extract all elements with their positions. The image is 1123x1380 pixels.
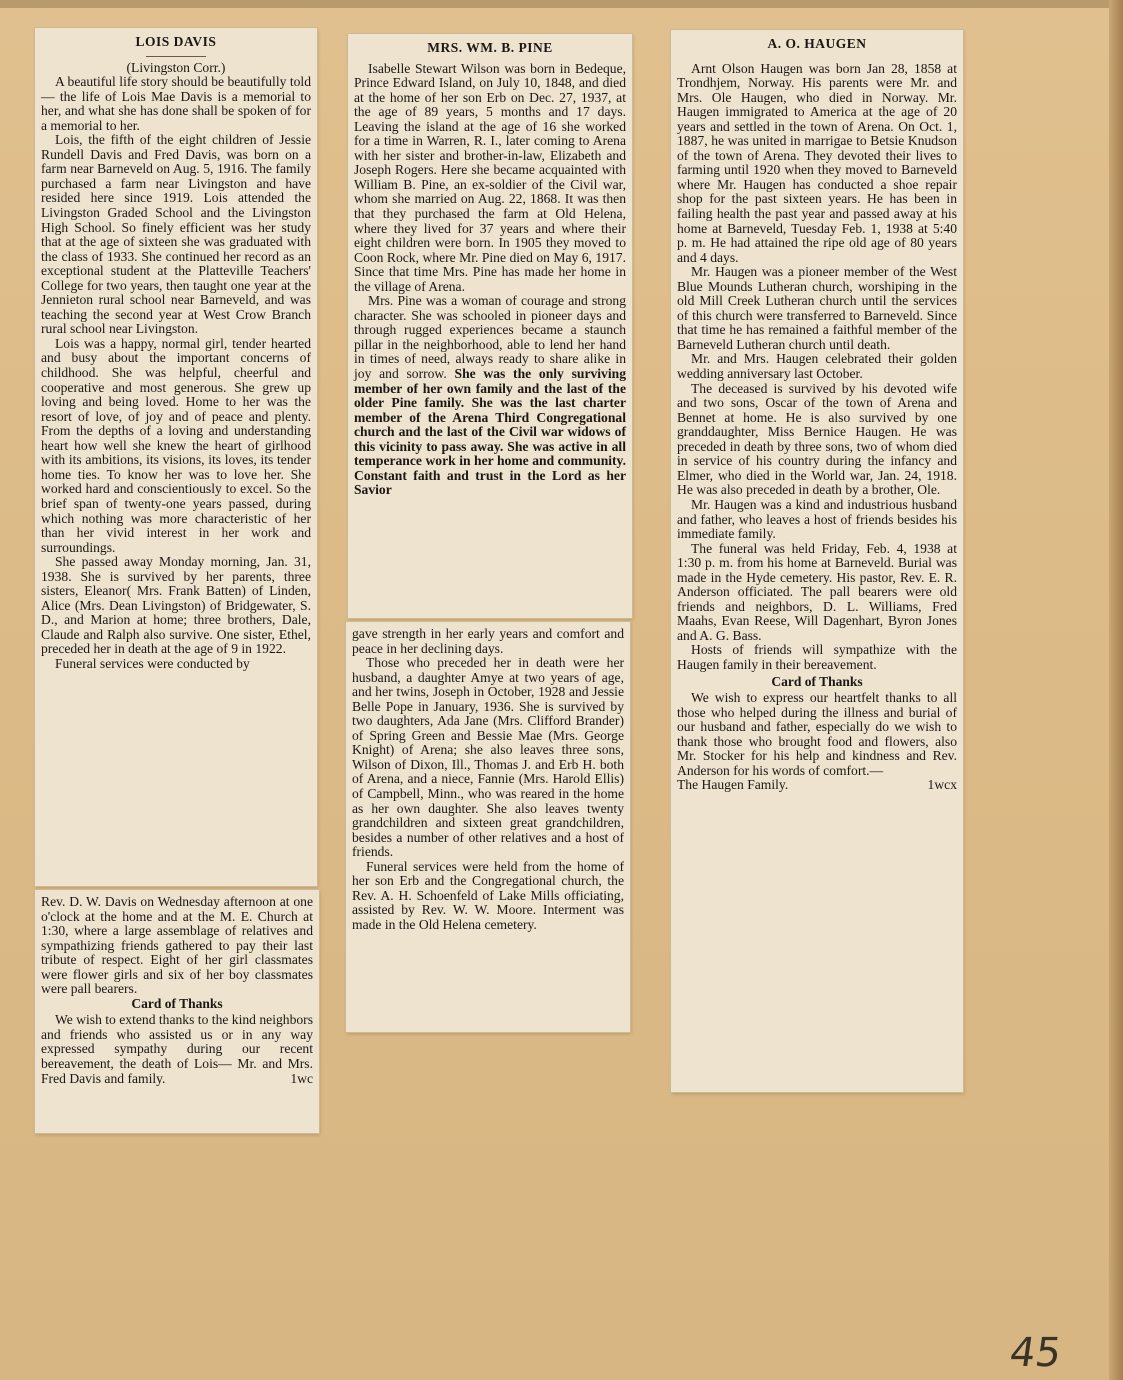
clipping-a-o-haugen [671,30,963,1092]
paragraph: Mrs. Pine was a woman of courage and strong character. She was schooled in pioneer days and through rugged experiences became a staunch pillar in the neighborhood, able to lend her hand in times of need, always ready to share alike in joy and sorrow. She was the only surviving member of her own family and the last of the older Pine family. She was the last charter member of the Arena Third Congregational church and the last of the Civil war widows of this vicinity to pass away. She was active in all temperance work in her home and community. Constant faith and trust in the Lord as her Savior [354,293,626,498]
bold-passage: She was the only surviving member of her own family and the last of the older Pine family. She was the last charter member of the Arena Third Congregational church and the last of the Civil war widows of this vicinity to pass away. She was active in all temperance work in her home and community. Constant faith and trust in the Lord as her Savior [354,366,626,498]
paragraph: Lois was a happy, normal girl, tender hearted and busy about the important concerns of childhood. She was helpful, cheerful and cooperative and most generous. She grew up loving and being loved. Home to her was the resort of love, of joy and of peace and plenty. From the depths of a loving and understanding heart how well she knew the heart of girlhood with its ambitions, its visions, its loves, its tender home ties. To know her was to love her. She worked hard and conscientiously to excel. So the brief span of twenty-one years passed, during which nothing was more characteristic of her than her vivid interest in her work and surroundings. [41,335,311,555]
clipping-mrs-wm-b-pine-continued [346,622,630,1032]
clipping-title: MRS. WM. B. PINE [427,40,553,55]
card-of-thanks-text: We wish to extend thanks to the kind neighbors and friends who assisted us or in any way expressed sympathy during our recent bereavement, the death of Lois— Mr. and Mrs. Fred Davis and family. 1wc [41,1012,313,1086]
print-code: 1wc [290,1070,313,1086]
paragraph: A beautiful life story should be beautifully told — the life of Lois Mae Davis is a memorial to her, and what she has done shall be spoken of for a memorial to her. [41,74,311,133]
clipping-lois-davis-continued [35,890,319,1133]
card-signature [677,778,957,793]
paragraph: Funeral services were held from the home of her son Erb and the Congregational church, the Rev. A. H. Schoenfeld of Lake Mills officiating, assisted by Rev. W. W. Moore. Interment was made in the Old Helena cemetery. [352,858,624,932]
paragraph: Hosts of friends will sympathize with the Haugen family in their bereavement. [677,642,957,672]
paragraph: Mr. Haugen was a kind and industrious husband and father, who leaves a host of friends besides his immediate family. [677,496,957,542]
byline: (Livingston Corr.) [126,59,226,75]
paragraph: Rev. D. W. Davis on Wednesday afternoon at one o'clock at the home and at the M. E. Church at 1:30, where a large assemblage of relatives and sympathizing friends gathered to pay their last tribute of respect. Eight of her girl classmates were flower girls and six of her boy classmates were pall bearers. [41,894,313,997]
paragraph: She passed away Monday morning, Jan. 31, 1938. She is survived by her parents, three sisters, Eleanor( Mrs. Frank Batten) of Linden, Alice (Mrs. Dean Livingston) of Bridgewater, S. D., and Marion at home; three brothers, Dale, Claude and Ralph also survive. One sister, Ethel, preceded her in death at the age of 9 in 1922. [41,554,311,657]
card-of-thanks-text: We wish to express our heartfelt thanks to all those who helped during the illness and burial of our husband and father, especially do we wish to thank those who brought food and flowers, also Mr. Stocker for his help and kindness and Rev. Anderson for his words of comfort.— [677,690,957,778]
paragraph: The deceased is survived by his devoted wife and two sons, Oscar of the town of Arena and Bennet at home. He is also survived by one granddaughter, Miss Bernice Haugen. He was preceded in death by three sons, two of whom died in service of his country during the infancy and Elmer, who died in the World war, Jan. 24, 1918. He was also preceded in death by a brother, Ole. [677,380,957,498]
handwritten-page-number: 45 [1006,1330,1065,1376]
paragraph: The funeral was held Friday, Feb. 4, 1938 at 1:30 p. m. from his home at Barneveld. Burial was made in the Hyde cemetery. His pastor, Rev. E. R. Anderson officiated. The pall bearers were old friends and neighbors, D. L. Williams, Fred Maahs, Evan Reese, Will Dagenhart, Byron Jones and A. G. Bass. [677,540,957,643]
card-of-thanks-heading: Card of Thanks [771,673,863,689]
card-of-thanks-heading: Card of Thanks [131,995,223,1011]
clipping-title: A. O. HAUGEN [767,36,867,51]
paragraph: Mr. and Mrs. Haugen celebrated their golden wedding anniversary last October. [677,351,957,382]
page-right-edge [1109,0,1123,1380]
paragraph: Arnt Olson Haugen was born Jan 28, 1858 at Trondhjem, Norway. His parents were Mr. and Mrs. Ole Haugen, who died in Norway. Mr. Haugen immigrated to America at the age of 20 years and settled in the town of Arena. On Oct. 1, 1887, he was united in marrigae to Betsie Knudson of the town of Arena. They devoted their lives to farming until 1920 when they moved to Barneveld where Mr. Haugen has conducted a shoe repair shop for the past sixteen years. He has been in failing health the past year and passed away at his home at Barneveld, Tuesday Feb. 1, 1938 at 5:40 p. m. He had attained the ripe old age of 80 years and 4 days. [677,60,957,265]
paragraph: Mr. Haugen was a pioneer member of the West Blue Mounds Lutheran church, worshiping in the old Mill Creek Lutheran church until the services of this church were transferred to Barneveld. Since that time he has remained a faithful member of the Barneveld Lutheran church until death. [677,264,957,352]
paragraph: Lois, the fifth of the eight children of Jessie Rundell Davis and Fred Davis, was born on a farm near Barneveld on Aug. 5, 1916. The family purchased a farm near Livingston and have resided here since 1919. Lois attended the Livingston Graded School and the Livingston High School. So finely efficient was her study that at the age of sixteen she was graduated with the class of 1933. She continued her record as an exceptional student at the Platteville Teachers' College for two years, then taught one year at the Jennieton rural school near Barneveld, and was teaching the second year at West Crow Branch rural school near Livingston. [41,132,311,337]
page-top-edge [0,0,1123,8]
print-code: 1wcx [927,777,957,793]
clipping-mrs-wm-b-pine [348,34,632,618]
paragraph: gave strength in her early years and comfort and peace in her declining days. [352,626,624,656]
paragraph: Those who preceded her in death were her husband, a daughter Amye at two years of age, and her twins, Joseph in October, 1928 and Jessie Belle Pope in January, 1936. She is survived by two daughters, Ada Jane (Mrs. Clifford Brander) of Spring Green and Bessie Mae (Mrs. George Knight) of Arena; she also leaves three sons, Wilson of Dixon, Ill., Thomas J. and Erb H. both of Arena, and a niece, Fannie (Mrs. Harold Ellis) of Campbell, Minn., who was reared in the home as her own daughter. She also leaves twenty grandchildren and sixteen great grandchildren, besides a number of other relatives and a host of friends. [352,655,624,860]
title-rule [146,56,206,57]
paragraph: Isabelle Stewart Wilson was born in Bedeque, Prince Edward Island, on July 10, 1848, and died at the home of her son Erb on Dec. 27, 1937, at the age of 89 years, 5 months and 17 days. Leaving the island at the age of 16 she worked for a time in Warren, R. I., later coming to Arena with her sister and brother-in-law, Elizabeth and Joseph Rogers. Here she became acquainted with William B. Pine, an ex-soldier of the Civil war, whom she married on Aug. 22, 1868. It was then that they purchased the farm at Old Helena, where they lived for 37 years and where their eight children were born. In 1905 they moved to Coon Rock, where Mr. Pine died on May 6, 1917. Since that time Mrs. Pine has made her home in the village of Arena. [354,60,626,294]
clipping-title: LOIS DAVIS [135,34,217,49]
paragraph: Funeral services were conducted by [55,655,250,671]
clipping-lois-davis [35,28,317,886]
signature: The Haugen Family. [677,777,789,793]
